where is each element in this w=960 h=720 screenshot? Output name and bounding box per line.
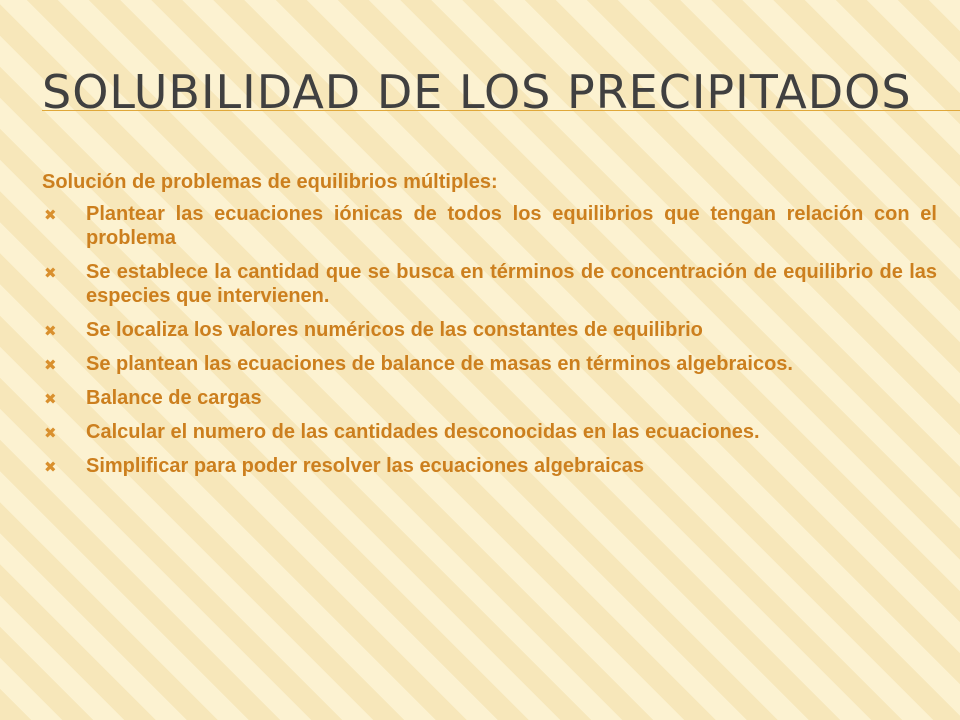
- x-mark-bullet-icon: ✖: [44, 458, 57, 476]
- x-mark-bullet-icon: ✖: [44, 390, 57, 408]
- title-underline: [42, 110, 960, 111]
- bullet-item: [42, 454, 937, 478]
- bullet-item: [42, 420, 937, 444]
- bullet-text: Balance de cargas: [86, 387, 262, 409]
- x-mark-bullet-icon: ✖: [44, 424, 57, 442]
- bullet-text: Se establece la cantidad que se busca en términos de concentración de equilibrio de las especies que intervienen.: [86, 261, 937, 307]
- bullet-text: Se plantean las ecuaciones de balance de masas en términos algebraicos.: [86, 353, 793, 375]
- x-mark-bullet-icon: ✖: [44, 206, 57, 224]
- bullet-list: [42, 202, 937, 478]
- bullet-item: [42, 352, 937, 376]
- intro-text: Solución de problemas de equilibrios múltiples:: [42, 171, 498, 193]
- bullet-text: Calcular el numero de las cantidades desconocidas en las ecuaciones.: [86, 421, 760, 443]
- slide-title: SOLUBILIDAD DE LOS PRECIPITADOS: [42, 65, 912, 119]
- bullet-item: [42, 202, 937, 250]
- bullet-text: Simplificar para poder resolver las ecuaciones algebraicas: [86, 455, 645, 477]
- bullet-text: Plantear las ecuaciones iónicas de todos los equilibrios que tengan relación con el problema: [86, 203, 937, 249]
- bullet-item: [42, 260, 937, 308]
- x-mark-bullet-icon: ✖: [44, 322, 57, 340]
- slide-body: [42, 170, 937, 488]
- x-mark-bullet-icon: ✖: [44, 264, 57, 282]
- bullet-item: [42, 386, 937, 410]
- bullet-text: Se localiza los valores numéricos de las constantes de equilibrio: [86, 319, 703, 341]
- x-mark-bullet-icon: ✖: [44, 356, 57, 374]
- bullet-item: [42, 318, 937, 342]
